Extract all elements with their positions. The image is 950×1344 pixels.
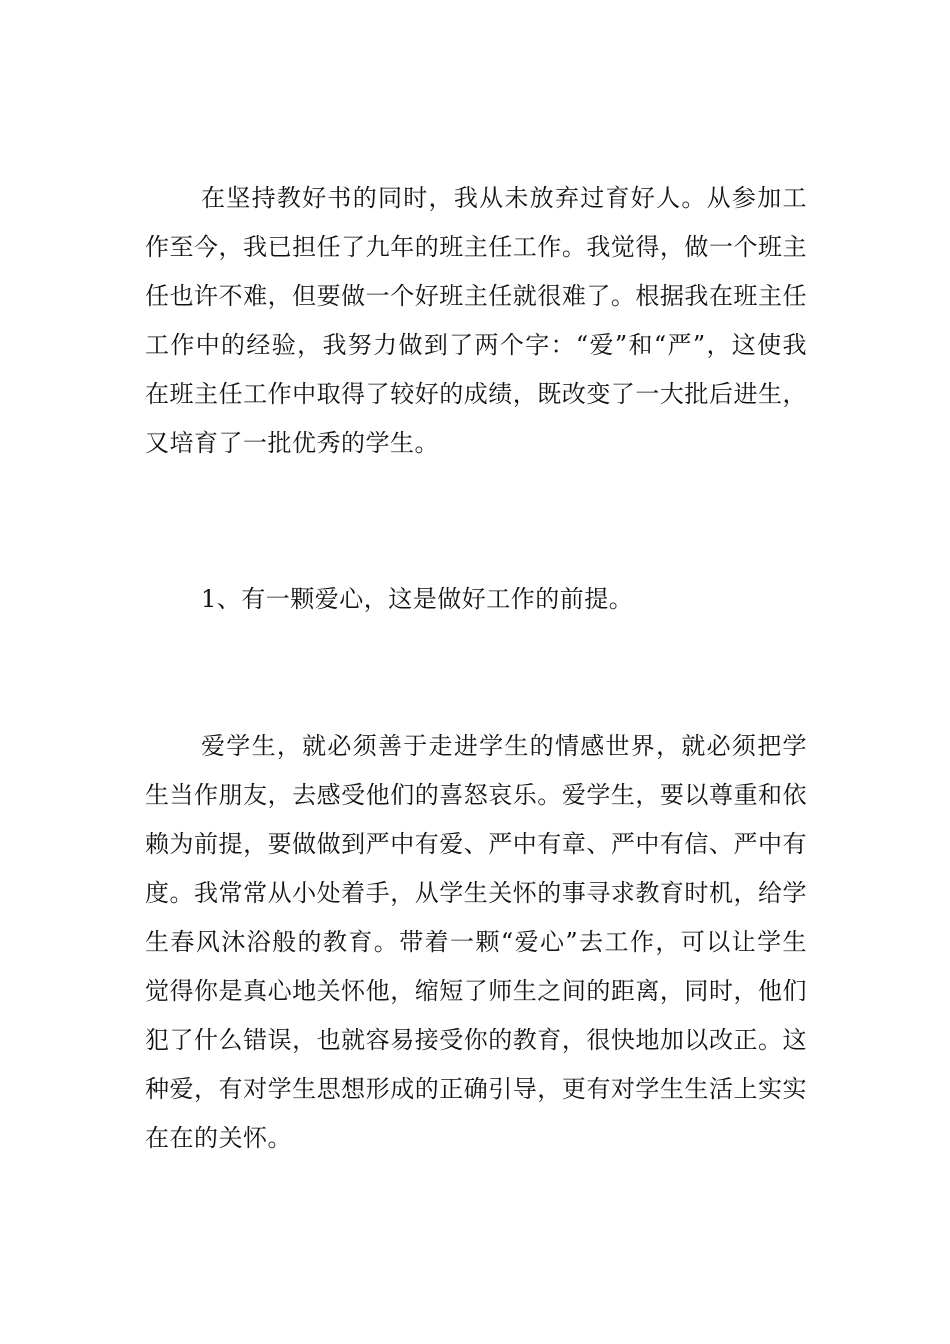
intro-paragraph: 在坚持教好书的同时，我从未放弃过育好人。从参加工作至今，我已担任了九年的班主任工作。我觉得，做一个班主任也许不难，但要做一个好班主任就很难了。根据我在班主任工作中的经验，我努力做到了两个字：“爱”和“严”，这使我在班主任工作中取得了较好的成绩，既改变了一大批后进生，又培育了一批优秀的学生。 xyxy=(145,184,807,457)
section-heading-1: 1、有一颗爱心，这是做好工作的前提。 xyxy=(201,585,634,613)
body-paragraph: 爱学生，就必须善于走进学生的情感世界，就必须把学生当作朋友，去感受他们的喜怒哀乐。爱学生，要以尊重和依赖为前提，要做做到严中有爱、严中有章、严中有信、严中有度。我常常从小处着手，从学生关怀的事寻求教育时机，给学生春风沐浴般的教育。带着一颗“爱心”去工作，可以让学生觉得你是真心地关怀他，缩短了师生之间的距离，同时，他们犯了什么错误，也就容易接受你的教育，很快地加以改正。这种爱，有对学生思想形成的正确引导，更有对学生生活上实实在在的关怀。 xyxy=(145,732,807,1152)
